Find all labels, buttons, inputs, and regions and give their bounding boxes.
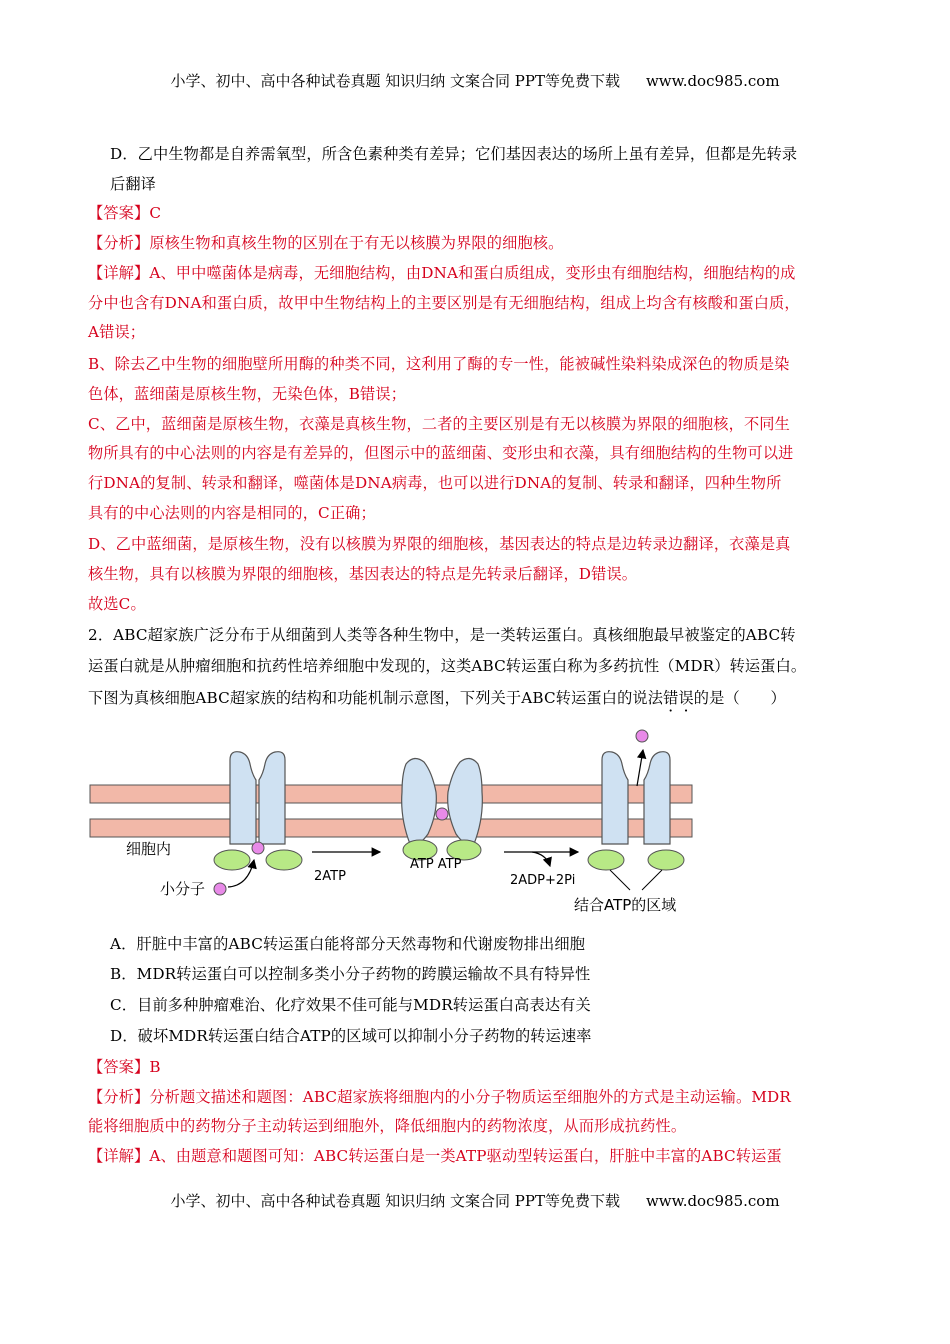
q1-detail-line: B、除去乙中生物的细胞壁所用酶的种类不同，这利用了酶的专一性，能被碱性染料染成深色的物质是染 [88,355,790,373]
adp-release-arrow [532,852,550,866]
header-text: 小学、初中、高中各种试卷真题 知识归纳 文案合同 PPT等免费下载 [170,72,620,90]
label-2atp: 2ATP [314,869,346,884]
footer-url[interactable]: www.doc985.com [645,1192,780,1210]
q1-detail-line: 核生物，具有以核膜为界限的细胞核，基因表达的特点是先转录后翻译，D错误。 [88,565,638,583]
export-arrow [637,750,643,786]
q1-detail-line: 物所具有的中心法则的内容是有差异的，但图示中的蓝细菌、变形虫和衣藻，具有细胞结构的生物可以进 [88,444,794,462]
q1-detail-line: 【详解】A、甲中噬菌体是病毒，无细胞结构，由DNA和蛋白质组成，变形虫有细胞结构，细胞结构的成 [88,264,796,282]
emphasis-char: 错 [663,689,679,707]
q2-option-d: D．破坏MDR转运蛋白结合ATP的区域可以抑制小分子药物的转运速率 [110,1027,592,1045]
q1-option-d-line2: 后翻译 [110,175,157,193]
label-cell-interior: 细胞内 [126,840,172,858]
q1-detail-line: 分中也含有DNA和蛋白质，故甲中生物结构上的主要区别是有无细胞结构，组成上均含有核酸和蛋白质， [88,294,800,312]
atp-binding-site [266,850,302,870]
q1-answer: 【答案】C [88,204,162,222]
q2-option-c: C．目前多种肿瘤难治、化疗效果不佳可能与MDR转运蛋白高表达有关 [110,996,591,1014]
q2-analysis-line1: 【分析】分析题文描述和题图：ABC超家族将细胞内的小分子物质运至细胞外的方式是主动运输。MDR [88,1088,791,1106]
q1-option-d-line1: D．乙中生物都是自养需氧型，所含色素种类有差异；它们基因表达的场所上虽有差异，但都是先转录 [110,145,798,163]
label-adp-pi: 2ADP+2Pi [510,873,576,888]
q2-stem-line3 [88,688,786,708]
label-atp-binding-region: 结合ATP的区域 [574,896,677,914]
q1-detail-line: 行DNA的复制、转录和翻译，噬菌体是DNA病毒，也可以进行DNA的复制、转录和翻译，四种生物所 [88,474,782,492]
q1-detail-line: 故选C。 [88,595,146,613]
small-molecule-exported [636,730,648,742]
q2-option-a: A．肝脏中丰富的ABC转运蛋白能将部分天然毒物和代谢废物排出细胞 [110,935,586,953]
header-url[interactable]: www.doc985.com [645,72,780,90]
atp-binding-site [214,850,250,870]
region-pointer [610,870,630,890]
small-molecule-icon [214,883,226,895]
atp-binding-site [648,850,684,870]
q1-detail-line: D、乙中蓝细菌，是原核生物，没有以核膜为界限的细胞核，基因表达的特点是边转录边翻译，衣藻是真 [88,535,791,553]
q1-detail-line: C、乙中，蓝细菌是原核生物，衣藻是真核生物，二者的主要区别是有无以核膜为界限的细胞核，不同生 [88,415,790,433]
footer-text: 小学、初中、高中各种试卷真题 知识归纳 文案合同 PPT等免费下载 [170,1192,620,1210]
q2-answer: 【答案】B [88,1058,161,1076]
label-atp-atp: ATP ATP [410,857,462,872]
q2-stem-line1: 2．ABC超家族广泛分布于从细菌到人类等各种生物中，是一类转运蛋白。真核细胞最早被鉴定的ABC转 [88,626,796,644]
q2-stem-post: 的是（ ） [693,689,786,707]
q2-detail-line1: 【详解】A、由题意和题图可知：ABC转运蛋白是一类ATP驱动型转运蛋白，肝脏中丰富的ABC转运蛋 [88,1147,782,1165]
label-small-molecule: 小分子 [160,880,206,898]
q1-detail-line: A错误； [88,323,146,341]
page-header [0,70,950,91]
q2-stem-pre: 下图为真核细胞ABC超家族的结构和功能机制示意图，下列关于ABC转运蛋白的说法 [88,689,664,707]
q1-detail-line: 色体，蓝细菌是原核生物，无染色体，B错误； [88,385,407,403]
q1-detail-line: 具有的中心法则的内容是相同的，C正确； [88,504,376,522]
emphasis-char: 误 [678,689,694,707]
small-molecule-trapped [436,808,448,820]
small-molecule-in-channel [252,842,264,854]
q2-option-b: B．MDR转运蛋白可以控制多类小分子药物的跨膜运输故不具有特异性 [110,965,591,983]
page-footer [0,1190,950,1211]
abc-transporter-figure [80,722,700,922]
q2-stem-line2: 运蛋白就是从肿瘤细胞和抗药性培养细胞中发现的，这类ABC转运蛋白称为多药抗性（MDR）转运蛋白。 [88,657,807,675]
q2-analysis-line2: 能将细胞质中的药物分子主动转运到细胞外，降低细胞内的药物浓度，从而形成抗药性。 [88,1117,687,1135]
region-pointer [642,870,662,890]
atp-binding-site [588,850,624,870]
q1-analysis: 【分析】原核生物和真核生物的区别在于有无以核膜为界限的细胞核。 [88,234,564,252]
